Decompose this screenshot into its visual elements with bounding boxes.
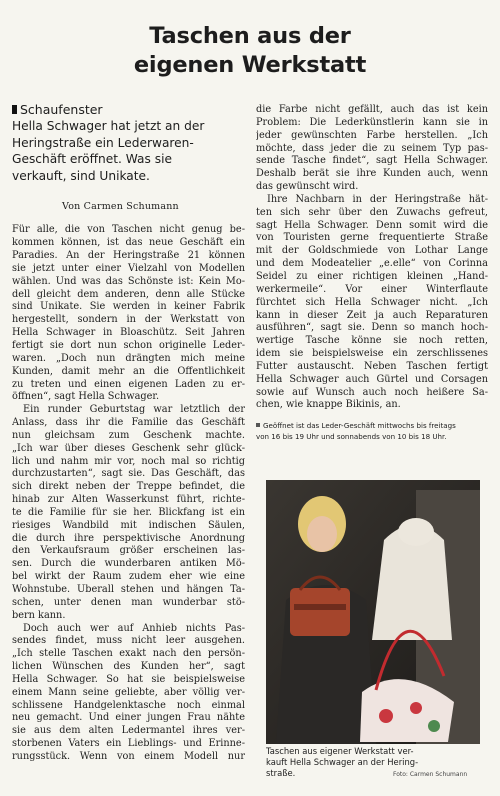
teaser-line: Heringstraße ein Lederwaren-	[12, 135, 194, 150]
kicker-marker-icon	[12, 105, 17, 114]
kicker-label: Schaufenster	[20, 102, 103, 117]
body-line: bern kann.	[12, 609, 66, 621]
body-line: idem sie beispielsweise ein zerschlissenes	[256, 348, 488, 360]
body-line: Wohnstube. Überall stehen und hängen Ta-	[12, 584, 245, 595]
body-line: durchzustarten“, sagt sie. Das Geschäft, das	[12, 468, 245, 480]
body-line: zu treten und einen eigenen Laden zu er-	[12, 378, 245, 390]
body-line: wählen. Und was das Schönste ist: Kein Mo-	[12, 275, 245, 287]
body-line: Futter austauscht. Neben Taschen fertigt	[256, 360, 488, 372]
body-line: Doch auch wer auf Anhieb nichts Pas-	[23, 622, 245, 634]
body-line: Deshalb berät sie ihre Kunden auch, wenn	[256, 168, 488, 180]
article-body-left	[12, 224, 245, 763]
caption-line: straße.	[266, 768, 296, 779]
body-line: ausführen“, sagt sie. Denn so manch hoch-	[256, 322, 488, 334]
teaser-line: verkauft, sind Unikate.	[12, 168, 150, 183]
body-line: riesiges Wandbild mit indischen Säulen,	[12, 519, 245, 531]
body-line: werkermeile“. Vor einer Winterflaute	[256, 283, 488, 295]
body-line: bel wirkt der Raum zudem eher wie eine	[12, 571, 245, 583]
note-line: von 16 bis 19 Uhr und sonnabends von 10 bis 18 Uhr.	[256, 431, 447, 441]
body-line: „Ich stelle Taschen exakt nach den persön-	[12, 648, 245, 660]
body-line: öffnen“, sagt Hella Schwager.	[12, 391, 160, 403]
body-line: schen, unter denen man wunderbar stö-	[12, 596, 245, 608]
body-line: lichen Wünschen des Kunden her“, sagt	[12, 661, 245, 673]
body-line: mit der Goldschmiede von Lothar Lange	[256, 245, 488, 257]
body-line: schlissene Handgelenktasche noch einmal	[12, 699, 245, 711]
body-line: Anlass, dass ihr die Familie das Geschäft	[12, 417, 245, 429]
body-line: Für alle, die von Taschen nicht genug be-	[12, 224, 245, 236]
left-column	[12, 102, 245, 764]
byline	[62, 201, 245, 213]
body-line: ten sich sehr über den Zuwachs gefreut,	[256, 206, 488, 218]
body-line: fürchtet sich Hella Schwager nicht. „Ich	[256, 296, 488, 308]
body-line: Ihre Nachbarn in der Heringstraße hät-	[267, 193, 488, 205]
bullet-square-icon	[256, 423, 260, 427]
body-line: Hella Schwager. So hat sie beispielsweise	[12, 673, 245, 685]
body-line: Kunden, damit mehr an die Öffentlichkeit	[12, 365, 245, 377]
body-line: Hella Schwager auch Gürtel und Corsagen	[256, 373, 488, 385]
body-line: hinab zur Alten Wasserkunst führt, richte-	[12, 494, 245, 506]
body-line: und dem Modeatelier „e.elle“ von Corinna	[256, 258, 488, 270]
body-line: Hella Schwager in Bloaschütz. Seit Jahren	[12, 327, 245, 339]
right-column	[256, 104, 488, 442]
teaser	[12, 118, 245, 184]
body-line: den Verkaufsraum größer erscheinen las-	[12, 545, 245, 557]
body-line: dell gleicht dem anderen, denn alle Stücke	[12, 288, 245, 300]
body-line: sowie auf Wunsch auch noch heißere Sa-	[256, 386, 488, 398]
caption-line: kauft Hella Schwager an der Hering-	[266, 757, 419, 768]
body-line: sagt Hella Schwager. Denn somit wird die	[256, 219, 488, 231]
body-line: wertige Tasche könne sie noch retten,	[256, 335, 488, 347]
body-line: chen, wie knappe Bikinis, an.	[256, 399, 401, 411]
body-line: rungsstück. Wenn von einem Modell nur	[12, 750, 245, 762]
caption-line: Taschen aus eigener Werkstatt ver-	[266, 746, 414, 756]
body-line: sich direkt neben der Treppe befindet, die	[12, 481, 245, 493]
woman-with-handbags-photo	[266, 480, 480, 744]
body-line: waren. „Doch nun drängten mich meine	[12, 352, 245, 364]
article-body-right	[256, 104, 488, 412]
body-line: die durch ihre perspektivische Anordnung	[12, 532, 245, 544]
body-line: von Touristen gerne frequentierte Straße	[256, 232, 488, 244]
body-line: Ein runder Geburtstag war letztlich der	[23, 404, 245, 416]
teaser-line: Geschäft eröffnet. Was sie	[12, 152, 172, 167]
body-line: Problem: Die Lederkünstlerin kann sie in	[256, 116, 488, 128]
opening-hours-note	[256, 421, 488, 442]
body-line: sie aus dem alten Ledermantel ihres ver-	[12, 725, 245, 737]
body-line: neu gemacht. Und einer jungen Frau nähte	[12, 712, 245, 724]
teaser-line: Hella Schwager hat jetzt an der	[12, 119, 205, 133]
body-line: lich und nahm mir vor, noch mal so richtig	[12, 455, 245, 467]
kicker	[12, 102, 245, 117]
body-line: jeder gewünschten Farbe herstellen. „Ich	[256, 129, 488, 141]
body-line: „Ich war über dieses Geschenk sehr glück-	[12, 442, 245, 454]
body-line: sendes findet, muss nicht leer ausgehen.	[12, 635, 245, 647]
body-line: storbenen Vaters ein Lieblings- und Erinne-	[12, 738, 245, 750]
body-line: sie jetzt unter einer Vielzahl von Modellen	[12, 262, 245, 274]
body-line: die Farbe nicht gefällt, auch das ist kein	[256, 104, 488, 115]
body-line: Seidel zu einer richtigen kleinen „Hand-	[256, 270, 488, 282]
article-photo	[266, 480, 480, 744]
headline-line: eigenen Werkstatt	[133, 52, 367, 78]
body-line: te die Familie für sie her. Blickfang ist ein	[12, 506, 245, 518]
body-line: kommen können, ist das neue Geschäft ein	[12, 237, 245, 249]
headline-line: Taschen aus der	[149, 23, 351, 49]
note-line: Geöffnet ist das Leder-Geschäft mittwochs bis freitags	[263, 421, 456, 431]
body-line: nun gleichsam zum Geschenk machte.	[12, 429, 245, 441]
byline-text: Von Carmen Schumann	[62, 201, 179, 213]
body-line: möchte, dass jeder die zu seinem Typ pas-	[256, 142, 488, 154]
photo-credit: Foto: Carmen Schumann	[393, 771, 468, 778]
body-line: einem Mann seine geliebte, aber völlig ver-	[12, 686, 245, 698]
body-line: Paradies. An der Heringstraße 21 können	[12, 250, 245, 262]
body-line: das gewünscht wird.	[256, 181, 359, 193]
body-line: fertigt sie dort nun schon originelle Leder-	[12, 339, 245, 351]
body-line: kann in dieser Zeit ja auch Reparaturen	[256, 309, 488, 321]
article-headline	[0, 22, 500, 80]
body-line: hergestellt, sondern in der Werkstatt von	[12, 314, 245, 326]
body-line: sind Unikate. Sie werden in keiner Fabrik	[12, 301, 245, 313]
body-line: sende Tasche findet“, sagt Hella Schwager.	[256, 155, 488, 167]
body-line: sen. Durch die wunderbaren antiken Mö-	[12, 558, 245, 570]
